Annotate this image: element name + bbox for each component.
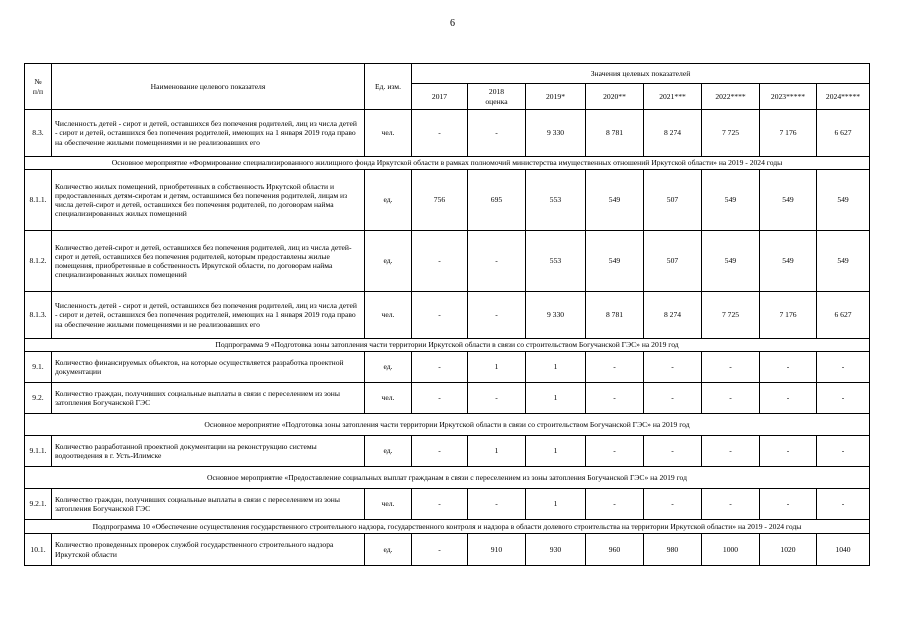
value-cell: - [468, 231, 526, 292]
value-cell: - [586, 436, 644, 467]
value-cell: - [702, 383, 760, 414]
value-cell: - [817, 352, 870, 383]
header-year: 2021*** [644, 84, 702, 110]
value-cell: - [412, 489, 468, 520]
header-year: 2017 [412, 84, 468, 110]
indicator-name: Количество разработанной проектной документации на реконструкцию системы водоотведения в г. Усть-Илимске [52, 436, 365, 467]
header-year: 2022**** [702, 84, 760, 110]
value-cell: 549 [817, 231, 870, 292]
unit-cell: ед. [365, 231, 412, 292]
unit-cell: ед. [365, 436, 412, 467]
row-number: 8.1.3. [25, 292, 52, 339]
value-cell: - [817, 489, 870, 520]
section-row [25, 157, 870, 170]
section-row [25, 520, 870, 534]
unit-cell: ед. [365, 170, 412, 231]
row-number: 10.1. [25, 534, 52, 566]
indicator-row [25, 292, 870, 339]
row-number: 9.1. [25, 352, 52, 383]
value-cell: - [817, 436, 870, 467]
value-cell: 8 781 [586, 292, 644, 339]
value-cell: 980 [644, 534, 702, 566]
value-cell: 549 [760, 231, 817, 292]
value-cell: 549 [760, 170, 817, 231]
value-cell: 910 [468, 534, 526, 566]
indicator-row [25, 170, 870, 231]
value-cell: 507 [644, 170, 702, 231]
indicator-row [25, 534, 870, 566]
section-title: Основное мероприятие «Предоставление социальных выплат гражданам в связи с переселением из зоны затопления Богучанской ГЭС» на 2019 год [25, 467, 870, 489]
value-cell: 9 330 [526, 292, 586, 339]
value-cell: 1040 [817, 534, 870, 566]
value-cell: 930 [526, 534, 586, 566]
target-indicators-table [24, 63, 870, 566]
value-cell: 7 725 [702, 110, 760, 157]
value-cell: 9 330 [526, 110, 586, 157]
value-cell: - [702, 352, 760, 383]
section-title: Подпрограмма 10 «Обеспечение осуществления государственного строительного надзора, государственного контроля и надзора в области долевого строительства на территории Иркутской области» на 2019 - 2024 годы [25, 520, 870, 534]
indicator-name: Количество граждан, получивших социальные выплаты в связи с переселением из зоны затопления Богучанской ГЭС [52, 489, 365, 520]
value-cell: 8 274 [644, 110, 702, 157]
value-cell: - [760, 436, 817, 467]
value-cell: - [586, 489, 644, 520]
value-cell: - [644, 352, 702, 383]
header-year: 2019* [526, 84, 586, 110]
indicator-name: Количество финансируемых объектов, на которые осуществляется разработка проектной документации [52, 352, 365, 383]
value-cell: 6 627 [817, 292, 870, 339]
value-cell: 1 [526, 489, 586, 520]
value-cell: 695 [468, 170, 526, 231]
unit-cell: ед. [365, 534, 412, 566]
unit-cell: чел. [365, 292, 412, 339]
value-cell: - [760, 489, 817, 520]
value-cell: 7 725 [702, 292, 760, 339]
indicator-name: Количество жилых помещений, приобретенных в собственность Иркутской области и предоставленных детям-сиротам и детям, оставшимся без попечения родителей, лицам из числа детей-сирот и детей, оставшихся без попечения родителей, по договорам найма специализированных жилых помещений [52, 170, 365, 231]
unit-cell: чел. [365, 489, 412, 520]
unit-cell: ед. [365, 352, 412, 383]
value-cell: - [412, 231, 468, 292]
value-cell: - [412, 534, 468, 566]
value-cell: - [412, 292, 468, 339]
section-row [25, 339, 870, 352]
value-cell: - [644, 489, 702, 520]
value-cell: 553 [526, 231, 586, 292]
value-cell: 7 176 [760, 110, 817, 157]
indicator-row [25, 352, 870, 383]
row-number: 8.3. [25, 110, 52, 157]
header-values-group: Значения целевых показателей [412, 64, 870, 84]
unit-cell: чел. [365, 110, 412, 157]
value-cell: - [644, 383, 702, 414]
value-cell: 8 274 [644, 292, 702, 339]
section-title: Основное мероприятие «Формирование специализированного жилищного фонда Иркутской области в рамках полномочий министерства имущественных отношений Иркутской области» на 2019 - 2024 годы [25, 157, 870, 170]
header-year: 2018 оценка [468, 84, 526, 110]
section-row [25, 467, 870, 489]
indicator-name: Численность детей - сирот и детей, оставшихся без попечения родителей, лиц из числа детей - сирот и детей, оставшихся без попечения родителей, имеющих на 1 января 2019 года право на обеспечение жилыми помещениями и не реализовавших его [52, 292, 365, 339]
value-cell: - [412, 383, 468, 414]
section-title: Основное мероприятие «Подготовка зоны затопления части территории Иркутской области в связи со строительством Богучанской ГЭС» на 2019 год [25, 414, 870, 436]
indicator-row [25, 436, 870, 467]
value-cell: 549 [586, 231, 644, 292]
value-cell: 8 781 [586, 110, 644, 157]
value-cell: - [468, 110, 526, 157]
indicator-name: Количество граждан, получивших социальные выплаты в связи с переселением из зоны затопления Богучанской ГЭС [52, 383, 365, 414]
value-cell: 553 [526, 170, 586, 231]
header-year: 2023***** [760, 84, 817, 110]
value-cell: - [702, 489, 760, 520]
value-cell: - [468, 292, 526, 339]
header-year: 2020** [586, 84, 644, 110]
value-cell: 1020 [760, 534, 817, 566]
indicator-row [25, 489, 870, 520]
value-cell: - [760, 352, 817, 383]
value-cell: 1 [468, 352, 526, 383]
value-cell: 507 [644, 231, 702, 292]
unit-cell: чел. [365, 383, 412, 414]
value-cell: - [702, 436, 760, 467]
value-cell: 1 [468, 436, 526, 467]
indicator-row [25, 231, 870, 292]
indicator-row [25, 110, 870, 157]
header-unit: Ед. изм. [365, 64, 412, 110]
row-number: 9.1.1. [25, 436, 52, 467]
section-row [25, 414, 870, 436]
page-number: 6 [450, 18, 455, 29]
value-cell: - [817, 383, 870, 414]
row-number: 8.1.2. [25, 231, 52, 292]
row-number: 8.1.1. [25, 170, 52, 231]
value-cell: - [468, 489, 526, 520]
indicator-row [25, 383, 870, 414]
header-num: № п/п [25, 64, 52, 110]
value-cell: 7 176 [760, 292, 817, 339]
value-cell: - [412, 436, 468, 467]
value-cell: 549 [586, 170, 644, 231]
value-cell: - [586, 383, 644, 414]
indicator-name: Количество детей-сирот и детей, оставшихся без попечения родителей, лиц из числа детей-сирот и детей, оставшихся без попечения родителей, которым предоставлены жилые помещения, приобретенные в собственность Иркутской области, по договорам найма специализированных жилых помещений [52, 231, 365, 292]
indicator-name: Численность детей - сирот и детей, оставшихся без попечения родителей, лиц из числа детей - сирот и детей, оставшихся без попечения родителей, имеющих на 1 января 2019 года право на обеспечение жилыми помещениями и не реализовавших его [52, 110, 365, 157]
value-cell: 1 [526, 352, 586, 383]
row-number: 9.2.1. [25, 489, 52, 520]
value-cell: 6 627 [817, 110, 870, 157]
value-cell: - [586, 352, 644, 383]
value-cell: 756 [412, 170, 468, 231]
value-cell: - [468, 383, 526, 414]
value-cell: 549 [817, 170, 870, 231]
section-title: Подпрограмма 9 «Подготовка зоны затопления части территории Иркутской области в связи со строительством Богучанской ГЭС» на 2019 год [25, 339, 870, 352]
header-name: Наименование целевого показателя [52, 64, 365, 110]
value-cell: 549 [702, 231, 760, 292]
value-cell: 1000 [702, 534, 760, 566]
row-number: 9.2. [25, 383, 52, 414]
value-cell: - [412, 110, 468, 157]
indicator-name: Количество проведенных проверок службой государственного строительного надзора Иркутской области [52, 534, 365, 566]
value-cell: 1 [526, 383, 586, 414]
value-cell: 549 [702, 170, 760, 231]
value-cell: - [412, 352, 468, 383]
value-cell: 960 [586, 534, 644, 566]
header-year: 2024***** [817, 84, 870, 110]
value-cell: - [760, 383, 817, 414]
value-cell: 1 [526, 436, 586, 467]
value-cell: - [644, 436, 702, 467]
